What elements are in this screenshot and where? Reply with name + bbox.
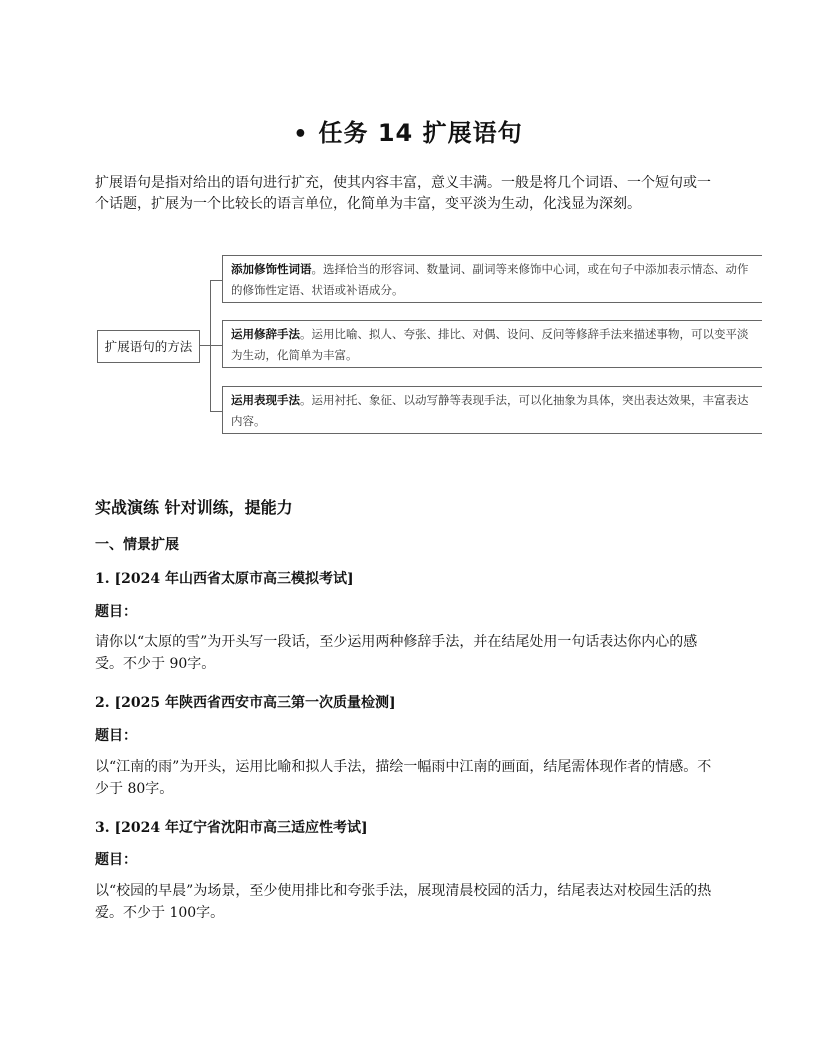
question-3-source: 3. [2024 年辽宁省沈阳市高三适应性考试] (95, 820, 368, 836)
page-title (0, 113, 816, 148)
question-3-label: 题目： (95, 852, 137, 868)
connector-root (199, 345, 210, 346)
question-2-text: 以“江南的雨”为开头，运用比喻和拟人手法，描绘一幅雨中江南的画面，结尾需体现作者的情感。不少于 80字。 (95, 759, 712, 797)
intro-paragraph: 扩展语句是指对给出的语句进行扩充，使其内容丰富，意义丰满。一般是将几个词语、一个短句或一个话题，扩展为一个比较长的语言单位，化简单为丰富，变平淡为生动，化浅显为深刻。 (95, 175, 711, 212)
question-1-text: 请你以“太原的雪”为开头写一段话，至少运用两种修辞手法，并在结尾处用一句话表达你内心的感受。不少于 90字。 (95, 634, 698, 672)
question-2-label: 题目： (95, 728, 137, 744)
question-1-label: 题目： (95, 604, 137, 620)
connector-branch-1 (210, 280, 222, 281)
branch-lead: 添加修饰性词语 (231, 262, 312, 276)
diagram-root: 扩展语句的方法 (97, 330, 200, 363)
question-3-text: 以“校园的早晨”为场景，至少使用排比和夸张手法，展现清晨校园的活力，结尾表达对校园生活的热爱。不少于 100字。 (95, 883, 712, 921)
branch-box-3 (222, 386, 762, 434)
branch-text: 。运用衬托、象征、以动写静等表现手法，可以化抽象为具体，突出表达效果，丰富表达内容。 (231, 393, 749, 428)
branch-lead: 运用修辞手法 (231, 327, 300, 341)
question-2-source: 2. [2025 年陕西省西安市高三第一次质量检测] (95, 695, 396, 711)
branch-lead: 运用表现手法 (231, 393, 300, 407)
branch-box-1 (222, 255, 762, 303)
branch-box-2 (222, 320, 762, 368)
method-diagram (96, 252, 764, 438)
title-text: 任务 14 扩展语句 (318, 119, 523, 147)
branch-text: 。运用比喻、拟人、夸张、排比、对偶、设问、反问等修辞手法来描述事物，可以变平淡为生动，化简单为丰富。 (231, 327, 749, 362)
practice-heading: 实战演练 针对训练，提能力 (95, 498, 293, 517)
branch-text: 。选择恰当的形容词、数量词、副词等来修饰中心词，或在句子中添加表示情态、动作的修饰性定语、状语或补语成分。 (231, 262, 749, 297)
connector-branch-2 (210, 345, 222, 346)
connector-branch-3 (210, 411, 222, 412)
section-heading: 一、情景扩展 (95, 537, 179, 553)
question-1-source: 1. [2024 年山西省太原市高三模拟考试] (95, 571, 354, 587)
title-bullet: • (293, 122, 309, 147)
